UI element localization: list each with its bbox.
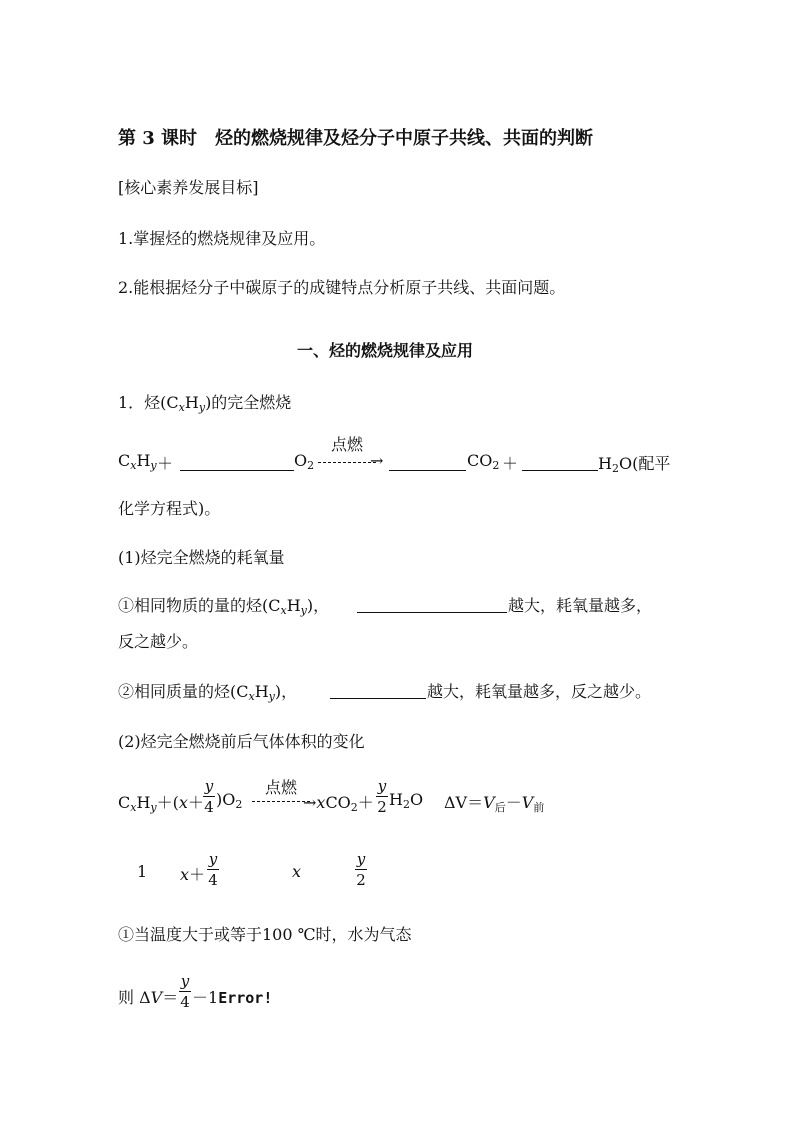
eq1-co2-letters: CO — [467, 451, 493, 470]
eq2-h2o-h: H — [389, 790, 403, 809]
eq2-co2-sub: 2 — [350, 801, 358, 814]
sub1-item2-a: ②相同质量的烃(C — [118, 682, 249, 701]
eq1-blank-2[interactable] — [389, 470, 466, 471]
sub2-eq-equals: ＝ — [162, 988, 179, 1007]
eq1-arrow-head: → — [370, 451, 384, 470]
goals-heading: [核心素养发展目标] — [118, 178, 259, 197]
sub2-eq-frac — [179, 972, 191, 1011]
eq1-h2o — [598, 451, 670, 475]
eq2-minus: － — [505, 793, 522, 812]
eq2-plus: ＋ — [357, 793, 374, 812]
sub2-eq-prefix: 则 Δ — [118, 988, 151, 1007]
eq2-condition: 点燃 — [265, 778, 298, 797]
sub1-item1-blank[interactable] — [357, 612, 507, 613]
eq1-h: H — [136, 451, 151, 470]
sub1-heading: (1)烃完全燃烧的耗氧量 — [118, 548, 285, 567]
coef-4-den: 2 — [356, 871, 366, 889]
coef-2-plus: ＋ — [189, 865, 206, 884]
sub2-eq-tail — [192, 985, 272, 1008]
section-heading: 一、烃的燃烧规律及应用 — [297, 341, 474, 360]
eq1-cxhy — [118, 451, 157, 472]
sub2-heading: (2)烃完全燃烧前后气体体积的变化 — [118, 732, 365, 751]
eq1-x: x — [130, 459, 137, 472]
eq2-o2-sub: 2 — [235, 798, 243, 811]
eq2-h: H — [136, 793, 151, 812]
sub1-item1 — [118, 593, 329, 617]
eq2-y: y — [150, 801, 157, 814]
eq2-lparen: ＋( — [156, 793, 179, 812]
eq1-plus-2: ＋ — [502, 454, 519, 473]
eq2-frac1-bar — [203, 796, 215, 797]
eq2-frac2-num: y — [377, 777, 387, 795]
eq2-frac2-bar — [376, 796, 388, 797]
eq1-c: C — [118, 451, 131, 470]
eq2-delta: ΔV — [444, 793, 468, 812]
sub2-eq-minus-one: －1 — [192, 988, 219, 1007]
eq1-h2o-sub: 2 — [611, 462, 619, 475]
coef-4-frac — [355, 850, 367, 889]
goal-item-2: 2.能根据烃分子中碳原子的成键特点分析原子共线、共面问题。 — [118, 278, 566, 297]
sub1-item1-continuation: 反之越少。 — [118, 632, 199, 651]
eq2-frac-y-4 — [203, 777, 215, 816]
sub1-item2 — [118, 679, 297, 703]
sub2-eq-den: 4 — [180, 993, 190, 1011]
eq1-y: y — [150, 459, 157, 472]
sub1-item2-b: )， — [274, 682, 298, 701]
sub1-item2-h: H — [254, 682, 269, 701]
coef-2-num: y — [208, 850, 218, 868]
coef-3: x — [292, 862, 302, 881]
coef-2-frac — [207, 850, 219, 889]
coef-4-num: y — [356, 850, 366, 868]
sub2-item1: ①当温度大于或等于100 ℃时，水为气态 — [118, 925, 412, 944]
eq2-delta-v — [444, 790, 544, 815]
eq1-arrow-line — [318, 462, 376, 463]
coef-2 — [180, 862, 205, 885]
sub1-item2-x: x — [248, 690, 255, 703]
eq2-rhs-x: x — [316, 793, 326, 812]
sub2-eq-num: y — [180, 972, 190, 990]
eq2-c: C — [118, 793, 131, 812]
eq1-co2 — [467, 451, 499, 472]
eq2-x: x — [130, 801, 137, 814]
sub1-item2-y: y — [268, 690, 275, 703]
sub2-eq-error: Error! — [218, 989, 273, 1007]
eq2-frac1-num: y — [204, 777, 214, 795]
eq1-condition: 点燃 — [331, 435, 364, 454]
eq2-v2: V — [521, 793, 534, 812]
eq1-o2-letter: O — [294, 451, 308, 470]
coef-2-den: 4 — [208, 871, 218, 889]
coef-1: 1 — [137, 862, 148, 881]
item-1-h: H — [184, 393, 199, 412]
eq2-lhs-x: x — [178, 793, 188, 812]
eq2-rhs: →xCO$_2$＋ — [303, 793, 374, 814]
eq2-frac-y-2 — [376, 777, 388, 816]
item-1-heading — [118, 390, 291, 414]
eq2-o2-letters: )O — [216, 790, 236, 809]
coef-2-bar — [207, 869, 219, 870]
eq2-lhs — [118, 790, 204, 814]
eq1-continuation: 化学方程式)。 — [118, 499, 221, 518]
eq2-h2o-o: O — [409, 790, 424, 809]
eq1-co2-sub: 2 — [492, 459, 500, 472]
eq1-plus-1: ＋ — [157, 454, 174, 473]
sub1-item1-h: H — [286, 596, 301, 615]
eq2-arrow-line — [252, 801, 310, 802]
sub1-item1-a: ①相同物质的量的烃(C — [118, 596, 281, 615]
eq2-co2: CO — [325, 793, 351, 812]
eq2-v1-sub: 后 — [494, 801, 506, 814]
sub2-eq-v: V — [150, 988, 163, 1007]
sub1-item1-b: )， — [306, 596, 330, 615]
coef-4-bar — [355, 869, 367, 870]
eq1-o2 — [294, 451, 314, 472]
eq2-lhs-plus: ＋ — [187, 793, 204, 812]
eq2-h2o — [389, 790, 423, 811]
item-1-x: x — [178, 401, 185, 414]
eq2-frac1-den: 4 — [204, 798, 214, 816]
sub2-eq-bar — [179, 991, 191, 992]
coef-2-x: x — [180, 865, 190, 884]
eq2-v1: V — [483, 793, 495, 812]
eq1-blank-3[interactable] — [522, 470, 598, 471]
sub1-item2-blank[interactable] — [330, 698, 426, 699]
item-1-suffix: )的完全燃烧 — [205, 393, 292, 412]
item-1-y: y — [198, 401, 206, 414]
item-1-prefix: 1．烃(C — [118, 393, 179, 412]
eq1-o2-sub: 2 — [307, 459, 315, 472]
eq2-v2-sub: 前 — [533, 801, 545, 814]
lesson-title: 第 3 课时 烃的燃烧规律及烃分子中原子共线、共面的判断 — [118, 128, 594, 149]
eq2-equals: ＝ — [467, 793, 484, 812]
sub1-item2-c: 越大，耗氧量越多，反之越少。 — [427, 682, 652, 701]
sub1-item1-x: x — [280, 604, 287, 617]
sub1-item1-c: 越大，耗氧量越多， — [508, 596, 653, 615]
sub2-item1-eq — [118, 985, 178, 1008]
eq1-blank-1[interactable] — [180, 470, 294, 471]
sub1-item1-y: y — [300, 604, 307, 617]
eq2-frac2-den: 2 — [377, 798, 387, 816]
eq2-o2 — [216, 790, 242, 811]
eq1-h2o-o: O(配平 — [618, 454, 671, 473]
eq1-h2o-h: H — [598, 454, 612, 473]
goal-item-1: 1.掌握烃的燃烧规律及应用。 — [118, 229, 326, 248]
eq2-h2o-sub: 2 — [402, 798, 410, 811]
